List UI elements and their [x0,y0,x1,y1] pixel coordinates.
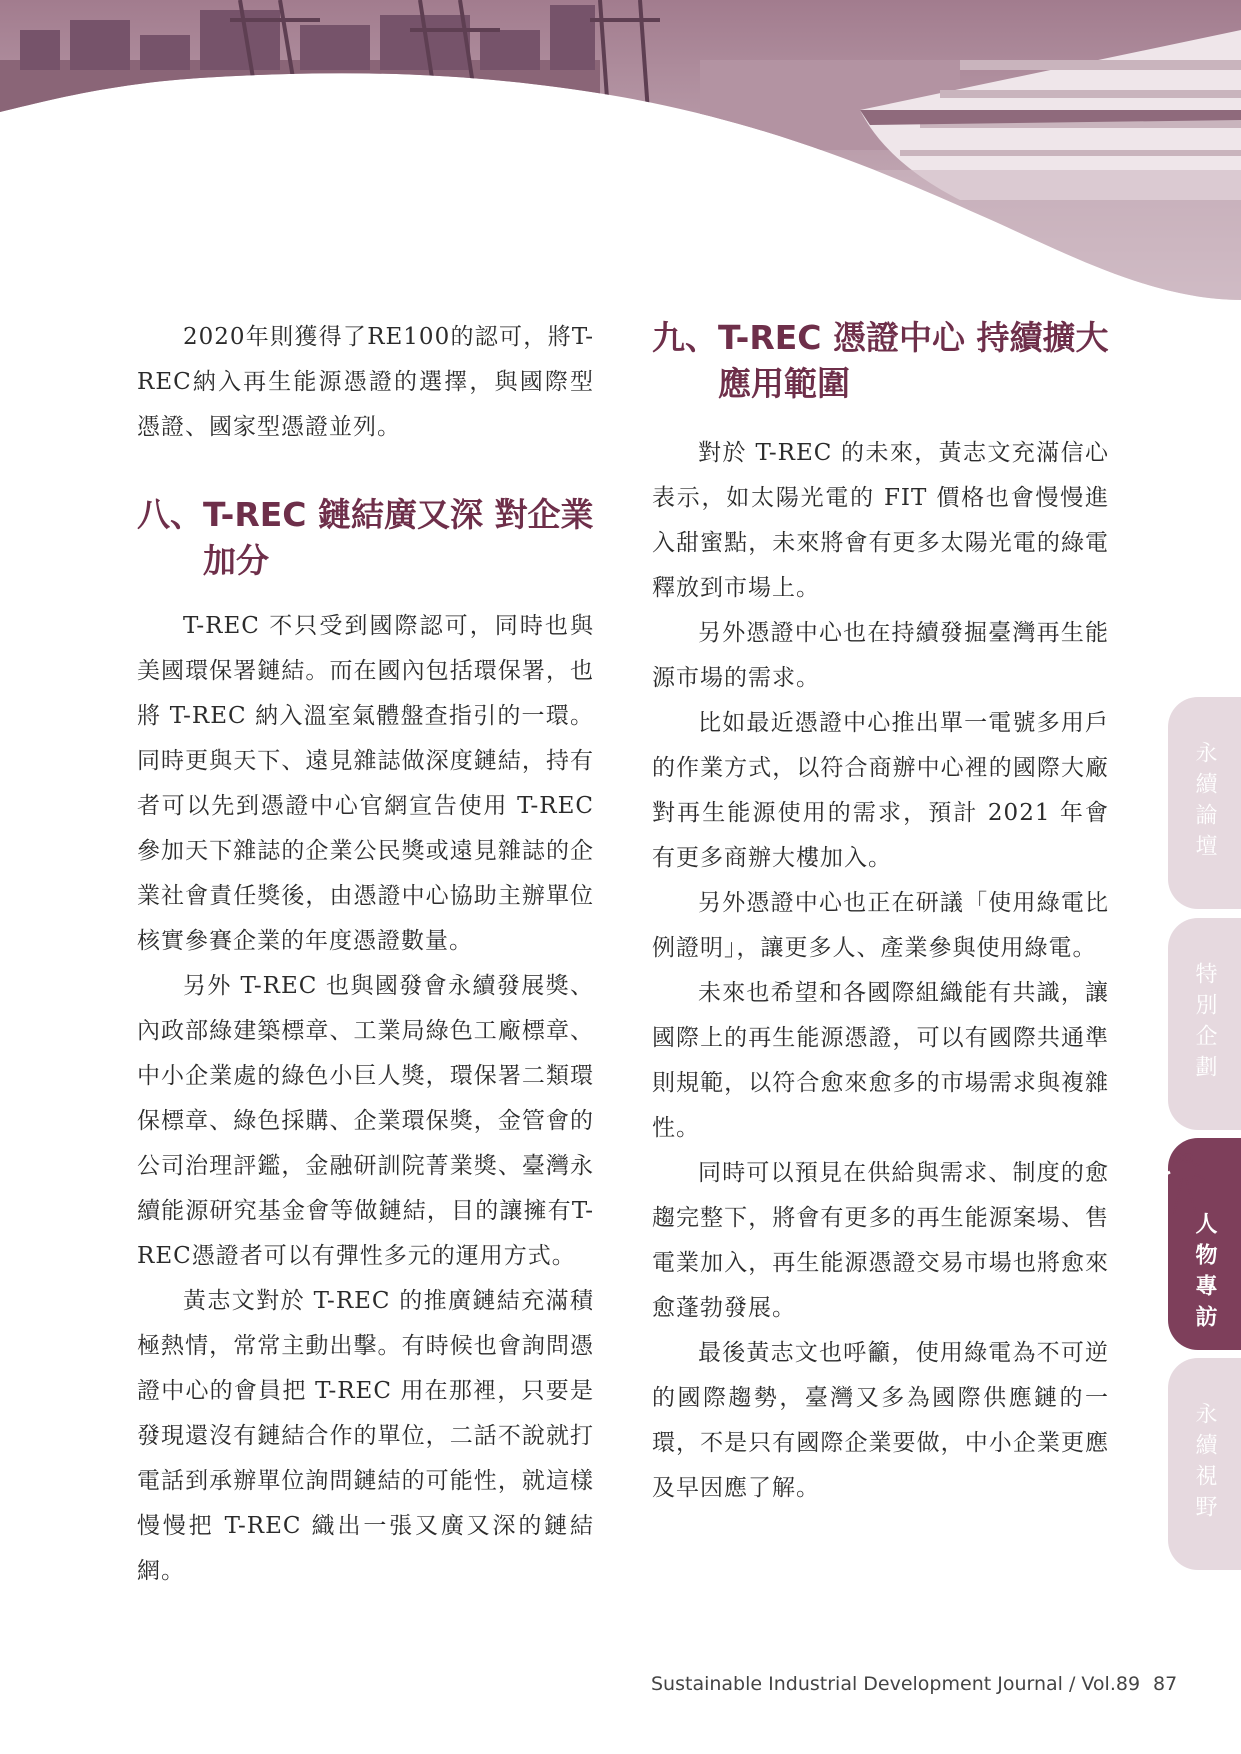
person-camera-icon [1136,1148,1208,1218]
section-8-heading [137,492,594,584]
section-9-paragraph-7: 最後黃志文也呼籲，使用綠電為不可逆的國際趨勢，臺灣又多為國際供應鏈的一環，不是只有國際企業要做，中小企業更應及早因應了解。 [652,1340,1109,1501]
header-banner-image [0,0,1241,320]
left-column [137,315,594,1594]
section-9-heading [652,315,1109,407]
intro-paragraph: 2020年則獲得了RE100的認可，將T-REC納入再生能源憑證的選擇，與國際型憑證、國家型憑證並列。 [137,324,594,440]
section-9-paragraph-5: 未來也希望和各國際組織能有共識，讓國際上的再生能源憑證，可以有國際共通準則規範，以符合愈來愈多的市場需求與複雜性。 [652,980,1109,1141]
page-number: 87 [1153,1673,1178,1695]
section-9-paragraph-2: 另外憑證中心也在持續發掘臺灣再生能源市場的需求。 [652,620,1109,691]
section-8-heading-line2: 加分 [203,541,269,580]
section-9-paragraph-6: 同時可以預見在供給與需求、制度的愈趨完整下，將會有更多的再生能源案場、售電業加入，再生能源憑證交易市場也將愈來愈蓬勃發展。 [652,1160,1109,1321]
section-9-heading-line1: 九、T-REC 憑證中心 持續擴大 [652,318,1109,357]
section-8-heading-line1: 八、T-REC 鏈結廣又深 對企業 [137,495,594,534]
section-9-paragraph-1: 對於 T-REC 的未來，黃志文充滿信心表示，如太陽光電的 FIT 價格也會慢慢進入甜蜜點，未來將會有更多太陽光電的綠電釋放到市場上。 [652,440,1109,601]
section-8-paragraph-2: 另外 T-REC 也與國發會永續發展獎、內政部綠建築標章、工業局綠色工廠標章、中小企業處的綠色小巨人獎，環保署二類環保標章、綠色採購、企業環保獎，金管會的公司治理評鑑，金融研訓院菁業獎、臺灣永續能源研究基金會等做鏈結，目的讓擁有T-REC憑證者可以有彈性多元的運用方式。 [137,973,594,1269]
section-9-heading-line2: 應用範圍 [718,364,850,403]
side-tab-label: 永續視野 [1192,1402,1217,1526]
side-tab-sustainability-forum[interactable] [1168,697,1241,909]
side-tab-label: 人物專訪 [1192,1212,1217,1336]
section-8-paragraph-1: T-REC 不只受到國際認可，同時也與美國環保署鏈結。而在國內包括環保署，也將 T-REC 納入溫室氣體盤查指引的一環。同時更與天下、遠見雜誌做深度鏈結，持有者可以先到憑證中心官網宣告使用 T-REC 參加天下雜誌的企業公民獎或遠見雜誌的企業社會責任獎後，由憑證中心協助主辦單位核實參賽企業的年度憑證數量。 [137,613,594,954]
side-tab-label: 永續論壇 [1192,741,1217,865]
side-tab-label: 特別企劃 [1192,962,1217,1086]
section-9-paragraph-4: 另外憑證中心也正在研議「使用綠電比例證明」，讓更多人、產業參與使用綠電。 [652,890,1109,961]
section-9-paragraph-3: 比如最近憑證中心推出單一電號多用戶的作業方式，以符合商辦中心裡的國際大廠對再生能源使用的需求，預計 2021 年會有更多商辦大樓加入。 [652,710,1109,871]
section-8-paragraph-3: 黃志文對於 T-REC 的推廣鏈結充滿積極熱情，常常主動出擊。有時候也會詢問憑證中心的會員把 T-REC 用在那裡，只要是發現還沒有鏈結合作的單位，二話不說就打電話到承辦單位詢問鏈結的可能性，就這樣慢慢把 T-REC 織出一張又廣又深的鏈結網。 [137,1288,594,1584]
side-tab-special-feature[interactable] [1168,918,1241,1130]
footer-journal-title: Sustainable Industrial Development Journal / Vol.89 [651,1673,1141,1695]
right-column [652,315,1109,1511]
side-tab-sustainability-vision[interactable] [1168,1358,1241,1570]
